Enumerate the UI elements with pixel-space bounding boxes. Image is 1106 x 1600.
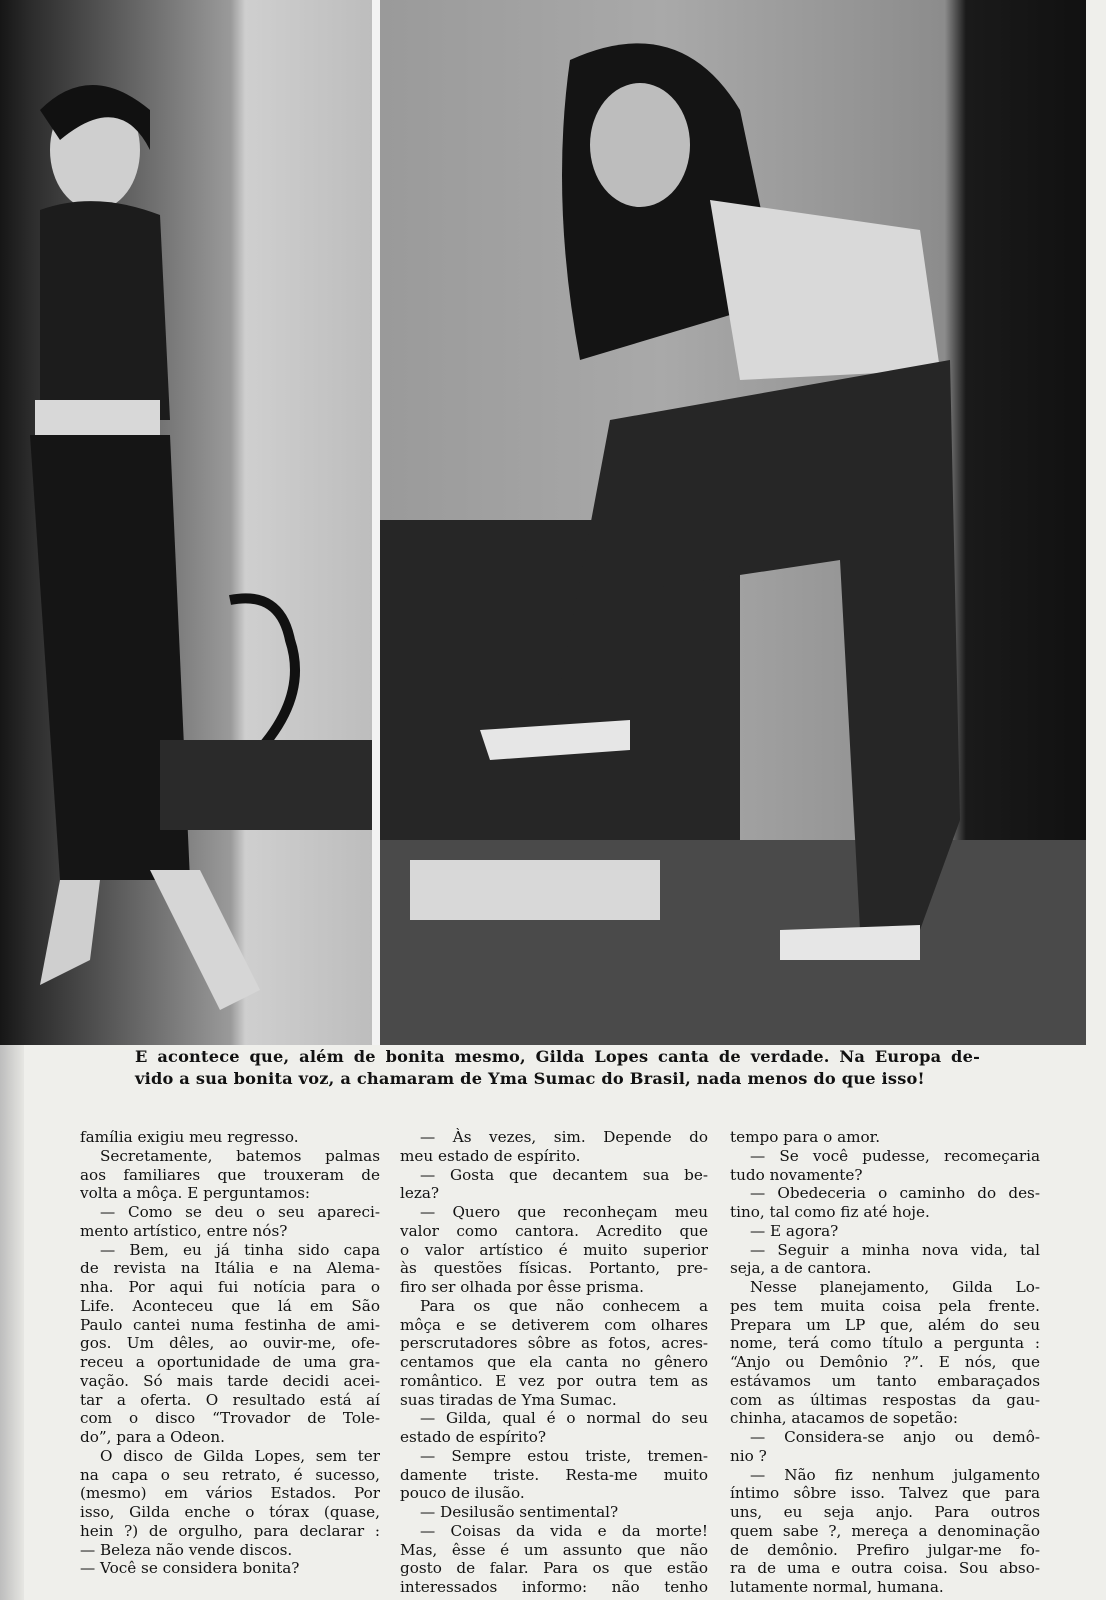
woman-seated-silhouette [380,0,1086,1045]
text-line: às questões físicas. Portanto, pre- [400,1259,708,1278]
text-line: — Quero que reconheçam meu [420,1203,708,1221]
text-line: — Coisas da vida e da morte! [420,1521,708,1540]
text-line: uns, eu seja anjo. Para outros [730,1503,1040,1521]
text-line: tar a oferta. O resultado está aí [80,1390,380,1409]
text-line: — Seguir a minha nova vida, tal [750,1240,1040,1259]
text-line: vação. Só mais tarde decidi acei- [80,1371,380,1390]
text-line: mento artístico, entre nós? [80,1221,288,1240]
article-column-1 [80,1128,380,1578]
text-line: Mas, êsse é um assunto que não [400,1540,708,1559]
text-line: — Considera-se anjo ou demô- [750,1428,1040,1446]
text-line: gos. Um dêles, ao ouvir-me, ofe- [80,1334,380,1353]
text-line: firo ser olhada por êsse prisma. [400,1278,644,1296]
caption-line: E acontece que, além de bonita mesmo, Gilda Lopes canta de verdade. Na Europa de- [135,1047,980,1066]
text-line: — Se você pudesse, recomeçaria [750,1146,1040,1165]
photo-caption [135,1046,980,1090]
text-line: — Gilda, qual é o normal do seu [420,1409,708,1428]
text-line: com o disco “Trovador de Tole- [80,1409,380,1428]
text-line: lutamente normal, humana. [730,1578,944,1596]
text-line: — Bem, eu já tinha sido capa [100,1240,380,1259]
caption-line: vido a sua bonita voz, a chamaram de Yma Sumac do Brasil, nada menos do que isso! [135,1069,925,1088]
text-line: Secretamente, batemos palmas [100,1146,380,1165]
text-line: isso, Gilda enche o tórax (quase, [80,1503,380,1521]
text-line: seja, a de cantora. [730,1259,872,1278]
text-line: receu a oportunidade de uma gra- [80,1353,380,1371]
text-line: — Desilusão sentimental? [420,1503,619,1521]
text-line: ra de uma e outra coisa. Sou abso- [730,1559,1040,1578]
text-line: gosto de falar. Para os que estão [400,1559,708,1578]
woman-standing-silhouette [0,0,372,1045]
photo-woman-seated [380,0,1086,1045]
text-line: Para os que não conhecem a [420,1296,708,1315]
text-line: — Beleza não vende discos. [80,1540,293,1559]
text-line: (mesmo) em vários Estados. Por [80,1484,380,1503]
article-column-2 [400,1128,708,1597]
page-edge-shadow [0,1045,24,1600]
article-column-3 [730,1128,1040,1597]
text-line: Prepara um LP que, além do seu [730,1315,1040,1334]
text-line: aos familiares que trouxeram de [80,1165,380,1184]
text-line: centamos que ela canta no gênero [400,1353,708,1371]
text-line: pouco de ilusão. [400,1484,525,1503]
text-line: — Às vezes, sim. Depende do [420,1128,708,1146]
text-line: Nesse planejamento, Gilda Lo- [750,1278,1040,1296]
text-line: com as últimas respostas da gau- [730,1390,1040,1409]
text-line: Paulo cantei numa festinha de ami- [80,1315,380,1334]
text-line: tudo novamente? [730,1165,863,1184]
text-line: o valor artístico é muito superior [400,1240,708,1259]
text-line: môça e se detiverem com olhares [400,1315,708,1334]
text-line: — Como se deu o seu apareci- [100,1203,380,1221]
text-line: do”, para a Odeon. [80,1428,226,1446]
text-line: nha. Por aqui fui notícia para o [80,1278,380,1296]
text-line: O disco de Gilda Lopes, sem ter [100,1446,380,1465]
text-line: — Você se considera bonita? [80,1559,300,1578]
text-line: — Sempre estou triste, tremen- [420,1446,708,1465]
text-line: estado de espírito? [400,1428,547,1446]
text-line: volta a môça. E perguntamos: [80,1184,310,1203]
text-line: leza? [400,1184,440,1203]
text-line: de demônio. Prefiro julgar-me fo- [730,1540,1040,1559]
text-line: nome, terá como título a pergunta : [730,1334,1040,1353]
text-line: Life. Aconteceu que lá em São [80,1296,380,1315]
text-line: “Anjo ou Demônio ?”. E nós, que [730,1353,1040,1371]
text-line: romântico. E vez por outra tem as [400,1371,708,1390]
text-line: — E agora? [750,1221,839,1240]
text-line: — Não fiz nenhum julgamento [750,1465,1040,1484]
text-line: estávamos um tanto embaraçados [730,1371,1040,1390]
photo-woman-standing [0,0,372,1045]
text-line: na capa o seu retrato, é sucesso, [80,1465,380,1484]
text-line: suas tiradas de Yma Sumac. [400,1390,617,1409]
text-line: interessados informo: não tenho [400,1578,708,1596]
text-line: íntimo sôbre isso. Talvez que para [730,1484,1040,1503]
text-line: valor como cantora. Acredito que [400,1221,708,1240]
text-line: meu estado de espírito. [400,1146,581,1165]
text-line: perscrutadores sôbre as fotos, acres- [400,1334,708,1353]
text-line: pes tem muita coisa pela frente. [730,1296,1040,1315]
text-line: nio ? [730,1446,767,1465]
text-line: — Gosta que decantem sua be- [420,1165,708,1184]
photo-divider [372,0,380,1045]
text-line: tino, tal como fiz até hoje. [730,1203,930,1221]
text-line: tempo para o amor. [730,1128,881,1146]
text-line: — Obedeceria o caminho do des- [750,1184,1040,1203]
text-line: família exigiu meu regresso. [80,1128,299,1146]
text-line: chinha, atacamos de sopetão: [730,1409,958,1428]
text-line: quem sabe ?, mereça a denominação [730,1521,1040,1540]
text-line: hein ?) de orgulho, para declarar : [80,1521,380,1540]
text-line: de revista na Itália e na Alema- [80,1259,380,1278]
text-line: damente triste. Resta-me muito [400,1465,708,1484]
